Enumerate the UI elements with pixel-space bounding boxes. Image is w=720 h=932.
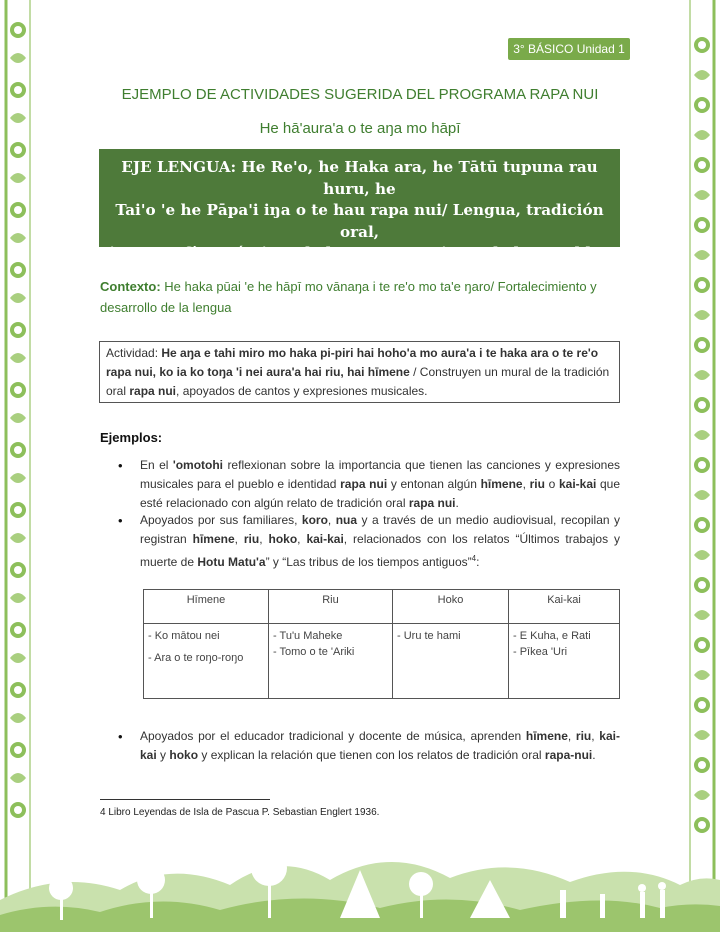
right-border-ornament-icon bbox=[678, 0, 720, 932]
cell-item: - Ara o te roŋo-roŋo bbox=[148, 652, 244, 664]
text: Apoyados por el educador tradicional y docente de música, aprenden bbox=[140, 729, 526, 743]
text: reflexionan sobre la importancia que tienen las canciones y expresiones musicales para el pueblo e identidad bbox=[140, 458, 620, 491]
footnote: 4 Libro Leyendas de Isla de Pascua P. Sebastian Englert 1936. bbox=[100, 807, 380, 818]
keyword: hīmene bbox=[525, 729, 568, 743]
text: que esté relacionado con algún relato de tradición oral bbox=[140, 477, 621, 510]
left-border-ornament-icon bbox=[0, 0, 42, 932]
keyword: riu bbox=[243, 532, 260, 546]
text: , bbox=[327, 513, 336, 527]
keyword: kai-kai bbox=[558, 477, 597, 491]
table-header-row bbox=[144, 590, 620, 624]
text: En el bbox=[140, 458, 173, 472]
eje-line: EJE LENGUA: He Re'o, he Haka ara, he Tātū tupuna rau huru, he bbox=[121, 158, 598, 198]
keyword: riu bbox=[529, 477, 545, 491]
keyword: Hotu Matu'a bbox=[197, 555, 266, 569]
keyword: koro bbox=[301, 513, 328, 527]
footnote-divider bbox=[100, 799, 270, 800]
col-header: Kai-kai bbox=[509, 590, 620, 624]
page-subtitle: He hā'aura'a o te aŋa mo hāpī bbox=[259, 120, 461, 137]
text: y explican la relación que tienen con los relatos de tradición oral bbox=[198, 748, 545, 762]
actividad-box bbox=[99, 341, 620, 403]
cell-item: - E Kuha, e Rati bbox=[513, 630, 591, 642]
table-cell bbox=[393, 624, 509, 699]
eje-line: originarios. bbox=[310, 265, 409, 284]
keyword: rapa-nui bbox=[544, 748, 593, 762]
text: . bbox=[592, 748, 596, 762]
ejemplos-heading: Ejemplos: bbox=[100, 430, 163, 445]
text: y entonan algún bbox=[387, 477, 481, 491]
text: , bbox=[234, 532, 244, 546]
grade-unit-badge: 3° BÁSICO Unidad 1 bbox=[508, 38, 630, 60]
bullet-item bbox=[140, 456, 620, 513]
songs-table bbox=[143, 589, 620, 699]
keyword: rapa nui bbox=[340, 477, 388, 491]
keyword: kai-kai bbox=[306, 532, 344, 546]
table-row bbox=[144, 624, 620, 699]
text: : bbox=[476, 555, 480, 569]
eje-line: iconografía, prácticas de lectura y escritura de los pueblos bbox=[109, 244, 610, 262]
table-cell bbox=[269, 624, 393, 699]
actividad-text: / Construyen un mural de la tradición oral bbox=[106, 365, 610, 398]
col-header: Hīmene bbox=[144, 590, 269, 624]
text: , relacionados con los relatos “Últimos trabajos y muerte de bbox=[140, 532, 621, 569]
text: , bbox=[297, 532, 307, 546]
actividad-bold: He aŋa e tahi miro mo haka pi-piri hai hoho'a mo aura'a i te haka ara o te re'o rapa nui, ko ia ko toŋa 'i nei aura'a hai riu, hai hīmene bbox=[106, 346, 599, 379]
text: y bbox=[156, 748, 170, 762]
text: . bbox=[455, 496, 459, 510]
cell-item: - Pīkea 'Uri bbox=[513, 646, 568, 658]
cell-item: - Tomo o te 'Ariki bbox=[273, 646, 355, 658]
eje-line: Tai'o 'e he Pāpa'i iŋa o te hau rapa nui/ Lengua, tradición oral, bbox=[115, 201, 604, 241]
bullet-item bbox=[140, 727, 620, 765]
page-title: EJEMPLO DE ACTIVIDADES SUGERIDA DEL PROGRAMA RAPA NUI bbox=[121, 86, 599, 103]
contexto-text: He haka pūai 'e he hāpī mo vānaŋa i te re'o mo ta'e ŋaro/ Fortalecimiento y desarrollo de la lengua bbox=[100, 279, 597, 315]
landscape-silhouette-icon bbox=[0, 830, 720, 932]
contexto-paragraph bbox=[100, 276, 620, 318]
keyword: nua bbox=[335, 513, 358, 527]
table-cell bbox=[144, 624, 269, 699]
table-cell bbox=[509, 624, 620, 699]
text: y a través de un medio audiovisual, recopilan y registran bbox=[140, 513, 620, 546]
text: , bbox=[591, 729, 600, 743]
eje-lengua-box bbox=[99, 149, 620, 284]
actividad-text: , apoyados de cantos y expresiones musicales. bbox=[176, 384, 428, 398]
cell-item: - Uru te hami bbox=[397, 630, 461, 642]
keyword: kai-kai bbox=[140, 729, 620, 762]
keyword: rapa nui bbox=[408, 496, 456, 510]
keyword: hīmene bbox=[480, 477, 523, 491]
contexto-label: Contexto: bbox=[100, 279, 161, 294]
keyword: hoko bbox=[268, 532, 298, 546]
keyword: riu bbox=[575, 729, 592, 743]
bullet-item bbox=[140, 511, 620, 572]
keyword: hīmene bbox=[192, 532, 235, 546]
keyword: hoko bbox=[169, 748, 199, 762]
text: Apoyados por sus familiares, bbox=[140, 513, 302, 527]
footnote-ref: 4 bbox=[471, 554, 477, 563]
text: o bbox=[544, 477, 559, 491]
actividad-label: Actividad: bbox=[106, 346, 159, 360]
text: , bbox=[259, 532, 269, 546]
col-header: Riu bbox=[269, 590, 393, 624]
text: ” y “Las tribus de los tiempos antiguos” bbox=[265, 555, 472, 569]
cell-item: - Tu'u Maheke bbox=[273, 630, 343, 642]
keyword: 'omotohi bbox=[172, 458, 224, 472]
text: , bbox=[567, 729, 576, 743]
text: , bbox=[522, 477, 530, 491]
actividad-keyword: rapa nui bbox=[129, 384, 177, 398]
col-header: Hoko bbox=[393, 590, 509, 624]
cell-item: - Ko mātou nei bbox=[148, 630, 220, 642]
